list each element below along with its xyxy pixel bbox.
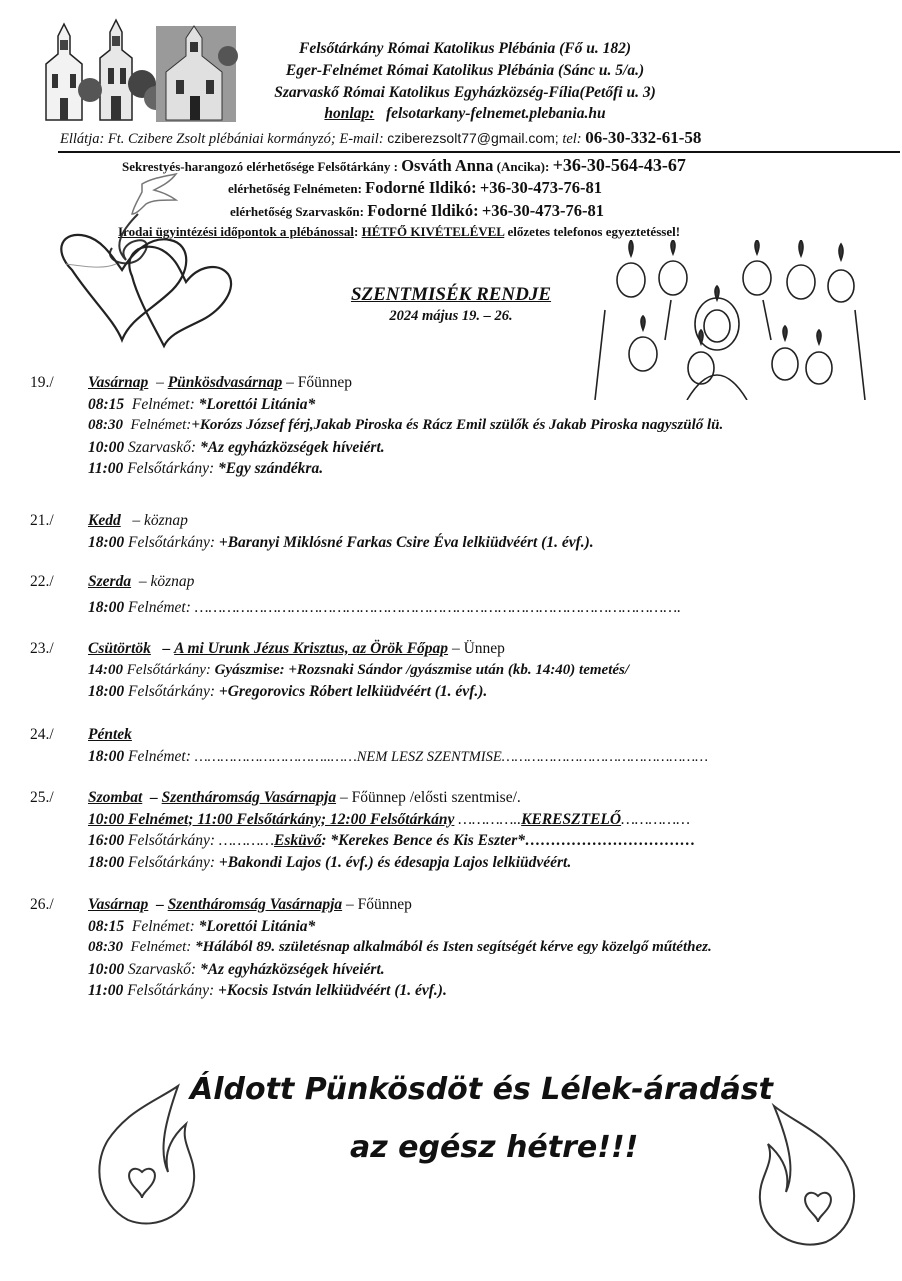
felnemet-contact [228, 178, 602, 198]
feast-name: Pünkösdvasárnap [167, 374, 283, 391]
mass-entry [88, 437, 723, 459]
day-number: 21./ [30, 512, 54, 529]
mass-place: Felnémet: [128, 747, 191, 765]
mass-entry [88, 937, 712, 959]
feast-rank: – Főünnep [346, 896, 412, 913]
mass-intention: +Bakondi Lajos (1. évf.) és édesapja Lajos lelkiüdvéért. [218, 853, 572, 871]
mass-place: Felsőtárkány: [128, 832, 215, 849]
day-name: Péntek [88, 726, 132, 743]
office-label: Irodai ügyintézési időpontok a plébánossal [118, 224, 354, 239]
mass-intention: *Az egyházközségek híveiért. [199, 960, 385, 978]
mass-place: Felsőtárkány: [127, 982, 215, 999]
office-note: előzetes telefonos egyeztetéssel! [507, 224, 681, 239]
mass-entry [88, 681, 629, 703]
feast-name: Szentháromság Vasárnapja [161, 789, 337, 806]
flame-heart-right-icon [744, 1100, 874, 1250]
mass-time: 18:00 [88, 533, 125, 551]
greeting-line-2: az egész hétre!!! [350, 1130, 639, 1165]
mass-intention: +Gregorovics Róbert lelkiüdvéért (1. évf.). [218, 683, 488, 700]
day-name: Szombat [88, 789, 143, 806]
dots: ………….. [458, 810, 522, 828]
feast-rank: – Főünnep [286, 374, 352, 391]
felnemet-phone: +36-30-473-76-81 [479, 178, 602, 197]
szarvasko-contact [230, 201, 604, 221]
office-colon: : [353, 224, 359, 239]
mass-intention: +Kocsis István lelkiüdvéért (1. évf.). [218, 982, 447, 999]
mass-place: Felnémet: [131, 917, 195, 935]
mass-entry [88, 458, 723, 480]
sacristan-label: Sekrestyés-harangozó elérhetősége Felsőtárkány : [122, 159, 398, 174]
mass-entry [88, 597, 681, 619]
mass-time: 18:00 [88, 747, 125, 765]
day-name: Vasárnap [88, 896, 149, 913]
mass-time: 10:00 [88, 960, 125, 978]
mass-intention: +Baranyi Miklósné Farkas Csire Éva lelkiüdvéért (1. évf.). [218, 533, 594, 551]
feast-name: Szentháromság Vasárnapja [167, 896, 343, 913]
sacristan-name: Osváth Anna [401, 156, 494, 175]
sacristan-phone: +36-30-564-43-67 [552, 155, 686, 175]
day-number: 26./ [30, 896, 54, 913]
mass-times: 10:00 Felnémet; 11:00 Felsőtárkány; 12:00 Felsőtárkány [88, 810, 455, 828]
separator: – [162, 640, 171, 657]
day-number: 23./ [30, 640, 54, 657]
mass-intention: : *Kerekes Bence és Kis Eszter*…………………………… [321, 832, 696, 849]
feast-name: A mi Urunk Jézus Krisztus, az Örök Főpap [174, 640, 449, 657]
wedding-label: Esküvő [274, 832, 322, 849]
feast-rank: – köznap [132, 512, 188, 529]
felnemet-name: Fodorné Ildikó: [365, 178, 477, 197]
mass-time: 18:00 [88, 853, 125, 871]
schedule-title: SZENTMISÉK RENDJE [350, 284, 552, 305]
mass-place: Felnémet: [131, 395, 195, 413]
mass-place: Felsőtárkány: [127, 460, 215, 477]
mass-intention: *Hálából 89. születésnap alkalmából és Isten segítségét kérve egy közelgő műtéthez. [195, 939, 712, 955]
mass-time: 16:00 [88, 832, 125, 849]
parish-felnemet: Eger-Felnémet Római Katolikus Plébánia (Sánc u. 5/a.) [285, 62, 645, 79]
mass-entry [88, 532, 594, 554]
mass-entry [88, 852, 696, 874]
header-divider [58, 151, 900, 153]
dove-heart-illustration [42, 170, 242, 370]
mass-entry [88, 830, 696, 852]
mass-place: Felsőtárkány: [128, 533, 215, 551]
mass-entry [88, 746, 708, 768]
priest-contact [60, 128, 701, 148]
mass-time: 08:15 [88, 917, 125, 935]
day-name: Vasárnap [88, 374, 149, 391]
mass-time: 18:00 [88, 683, 125, 700]
mass-intention: +Korózs József férj,Jakab Piroska és Rácz Emil szülők és Jakab Piroska nagyszülő lü. [191, 417, 724, 433]
priest-phone: 06-30-332-61-58 [585, 128, 702, 147]
mass-intention: *Egy szándékra. [218, 460, 324, 477]
mass-intention: *Lorettói Litánia* [198, 917, 316, 935]
mass-time: 08:15 [88, 395, 125, 413]
felnemet-label: elérhetőség Felnémeten: [228, 181, 362, 196]
priest-email[interactable]: cziberezsolt77@gmail.com; [387, 130, 559, 146]
mass-entry [88, 660, 629, 682]
szarvasko-label: elérhetőség Szarvaskőn: [230, 204, 364, 219]
mass-intention: *Az egyházközségek híveiért. [199, 438, 385, 456]
separator: – [150, 789, 158, 806]
parish-felsotarkany: Felsőtárkány Római Katolikus Plébánia (Fő u. 182) [299, 40, 631, 57]
day-number: 25./ [30, 789, 54, 806]
mass-place: Felnémet: [130, 417, 192, 433]
separator: – [156, 374, 164, 391]
mass-time: 10:00 [88, 438, 125, 456]
day-number: 19./ [30, 374, 54, 391]
mass-time: 08:30 [88, 417, 123, 433]
parish-szarvasko: Szarvaskő Római Katolikus Egyházközség-Fília(Petőfi u. 3) [274, 84, 656, 101]
sacristan-nick: (Ancika): [496, 159, 550, 174]
mass-time: 14:00 [88, 661, 123, 678]
mass-place: Felsőtárkány: [126, 661, 211, 678]
mass-place: Felsőtárkány: [128, 683, 215, 700]
website-label: honlap: [324, 105, 375, 122]
mass-place: Felsőtárkány: [128, 853, 215, 871]
greeting-line-1: Áldott Pünkösdöt és Lélek-áradást [190, 1072, 773, 1107]
office-day: HÉTFŐ KIVÉTELÉVEL [361, 224, 505, 239]
mass-time: 11:00 [88, 982, 124, 999]
priest-label: Ellátja: Ft. Czibere Zsolt plébániai kormányzó; E-mail: [60, 131, 384, 147]
website-url[interactable]: felsotarkany-felnemet.plebania.hu [386, 105, 606, 122]
mass-time: 18:00 [88, 598, 125, 616]
church-illustration [38, 16, 238, 124]
baptism-label: KERESZTELŐ [521, 810, 622, 828]
day-number: 22./ [30, 573, 54, 590]
feast-rank: – köznap [138, 573, 195, 590]
website-row [240, 105, 690, 123]
szarvasko-phone: +36-30-473-76-81 [481, 201, 604, 220]
mass-intention: …………………………..……NEM LESZ SZENTMISE………………………………………… [194, 748, 709, 765]
dots: ………… [218, 832, 275, 849]
feast-rank: – Főünnep /elősti szentmise/. [339, 789, 521, 806]
mass-intention: *Lorettói Litánia* [198, 395, 316, 413]
mass-entry [88, 415, 723, 437]
mass-entry [88, 959, 712, 981]
day-number: 24./ [30, 726, 54, 743]
mass-entry [88, 394, 723, 416]
mass-place: Felnémet: [130, 939, 192, 955]
mass-time: 11:00 [88, 460, 124, 477]
szarvasko-name: Fodorné Ildikó: [367, 201, 479, 220]
mass-entry [88, 809, 696, 831]
mass-entry [88, 916, 712, 938]
mass-place: Szarvaskő: [128, 438, 197, 456]
day-name: Kedd [88, 512, 121, 529]
feast-rank: – Ünnep [451, 640, 505, 657]
schedule-dates: 2024 május 19. – 26. [389, 308, 513, 324]
mass-intention: Gyászmise: +Rozsnaki Sándor /gyászmise után (kb. 14:40) temetés/ [214, 661, 630, 678]
dots: …………… [621, 810, 690, 828]
day-name: Csütörtök [88, 640, 151, 657]
mass-intention: ……………………………………………………………………………………………. [194, 598, 681, 616]
priest-tel-label: tel: [562, 131, 582, 147]
mass-entry [88, 980, 712, 1002]
day-name: Szerda [88, 573, 132, 590]
separator: – [156, 896, 164, 913]
mass-time: 08:30 [88, 939, 123, 955]
mass-place: Szarvaskő: [128, 960, 197, 978]
mass-place: Felnémet: [128, 598, 191, 616]
